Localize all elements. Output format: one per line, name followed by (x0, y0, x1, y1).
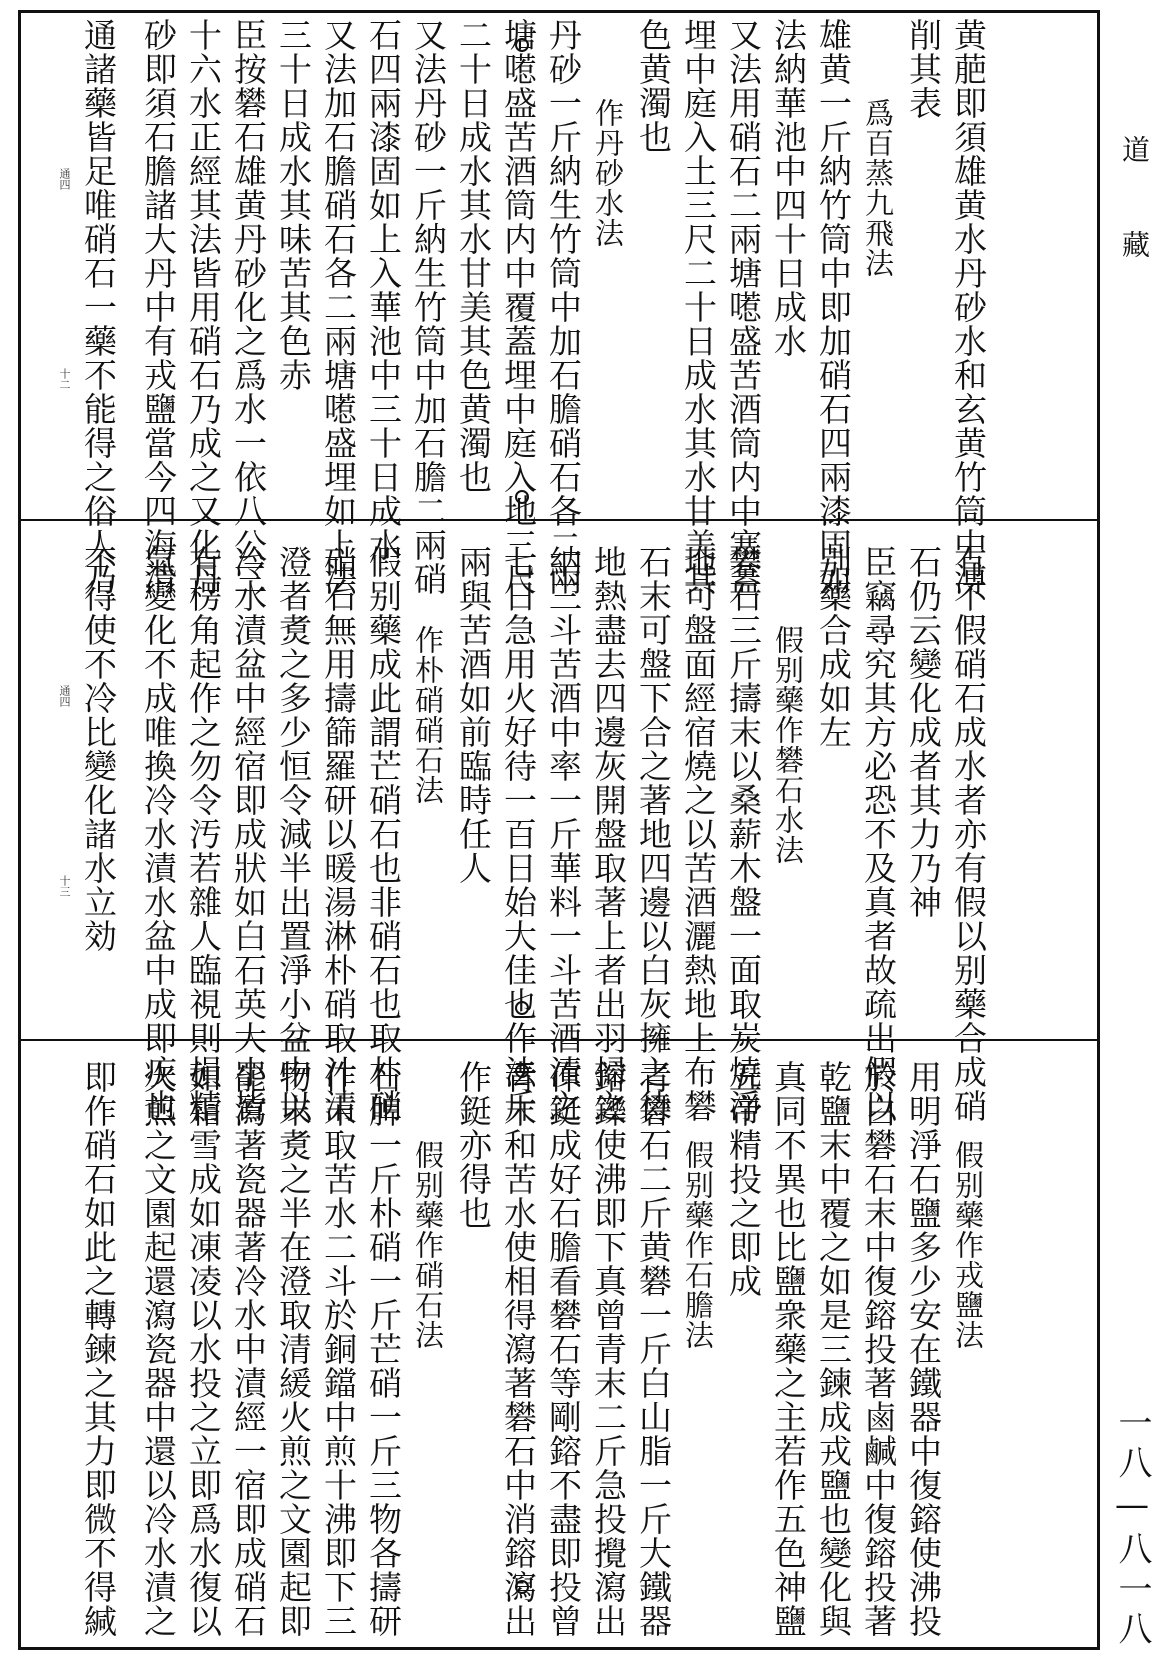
circle-mark (515, 490, 529, 504)
text-column: 色黄濁也 (634, 18, 673, 154)
text-column: 冷水漬盆中經宿即成狀如白石英大小皆 (229, 545, 268, 1123)
page-note: 通四 (58, 168, 71, 190)
text-column: 作鋌亦得也 (454, 1060, 493, 1230)
text-column: 氣變化不成唯換冷水漬水盆中成即疾也 (139, 545, 178, 1123)
text-column: 用明淨石鹽多少安在鐵器中復鎔使沸投 (904, 1060, 943, 1638)
text-column: 青礬石二斤黄礬一斤白山脂一斤大鐵器 (634, 1060, 673, 1638)
circle-mark (515, 1580, 529, 1594)
circle-mark (515, 1001, 529, 1015)
text-column: 作末取苦水二斗於銅鐺中煎十沸即下三 (319, 1060, 358, 1638)
text-column: 二十日成水其水甘美其色黄濁也 (454, 18, 493, 494)
circle-mark (515, 38, 529, 52)
text-column: 石末可盤下合之著地四邊以白灰擁之待 (634, 545, 673, 1123)
text-column: 不得使不冷比變化諸水立効 (79, 545, 118, 953)
text-column: 物末煑之半在澄取清緩火煎之文園起即 (274, 1060, 313, 1638)
text-column: 砂即須石膽諸大丹中有戎鹽當今四海清 (139, 18, 178, 596)
text-column: 丹砂一斤納生竹筒中加石膽硝石各二兩 (544, 18, 583, 596)
text-column: 青末和苦水使相得瀉著礬石中消鎔瀉出 (499, 1060, 538, 1638)
text-column: 兩與苦酒如前臨時任人 (454, 545, 493, 885)
text-column: 納三斗苦酒中率一斤華料一斗苦酒漬之 (544, 545, 583, 1123)
text-column: 假别藥成此謂芒硝石也非硝石也取朴硝 (364, 545, 403, 1123)
text-panel-2 (18, 545, 1100, 1123)
text-column: 地可盤面經宿燒之以苦酒灑熱地上布礬 (679, 545, 718, 1123)
text-column: 礬石三斤擣末以桑薪木盤一面取炭燒淨 (724, 545, 763, 1123)
text-panel-1 (18, 18, 1100, 596)
text-column: 臣按礬石雄黄丹砂化之爲水一依八公三 (229, 18, 268, 596)
book-title-char: 道 (1118, 135, 1151, 163)
text-column: 石仍云變化成者其力乃神 (904, 545, 943, 919)
section-heading: 爲百蒸九飛法 (861, 98, 895, 278)
text-column: 十六水正經其法皆用硝石乃成之又化丹 (184, 18, 223, 596)
text-column: 臣竊尋究其方必恐不及真者故疏出假以 (859, 545, 898, 1123)
text-column: 於白礬石末中復鎔投著鹵鹹中復鎔投著 (859, 1060, 898, 1638)
text-column: 澄者煑之多少恒令減半出置淨小盆中以 (274, 545, 313, 1123)
text-column: 石四兩漆固如上入華池中三十日成水 (364, 18, 403, 562)
text-column: 又法加石膽硝石各二兩塘㘃盛埋如上法 (319, 18, 358, 596)
section-heading: 假别藥作礬石水法 (771, 625, 805, 865)
text-column: 真同不異也比鹽衆藥之主若作五色神鹽 (769, 1060, 808, 1638)
text-column: 罷瀉著瓷器著冷水中漬經一宿即成硝石 (229, 1060, 268, 1638)
text-column: 有楞角起作之勿令汚若雜人臨視則損精 (184, 545, 223, 1123)
text-column: 如霜雪成如凍凌以水投之立即爲水復以 (184, 1060, 223, 1638)
section-heading: 假别藥作戎鹽法 (951, 1140, 985, 1350)
section-heading: 假别藥作石膽法 (681, 1140, 715, 1350)
text-column: 通諸藥皆足唯硝石一藥不能得之俗人乃 (79, 18, 118, 596)
text-column: 削其表 (904, 18, 943, 120)
text-panel-3 (18, 1060, 1100, 1645)
text-column: 石脾一斤朴硝一斤芒硝一斤三物各擣研 (364, 1060, 403, 1638)
text-column: 即作硝石如此之轉鍊之其力即微不得緘 (79, 1060, 118, 1638)
text-column: 法納華池中四十日成水 (769, 18, 808, 358)
text-column: 七日急用火好待一百日始大佳也作法斤 (499, 545, 538, 1123)
page-note: 十三 (58, 875, 71, 897)
text-column: 乾鹽末中覆之如是三鍊成戎鹽也變化與 (814, 1060, 853, 1638)
text-column: 黄萉即須雄黄水丹砂水和玄黄竹筒中溥 (949, 18, 988, 596)
text-column: 硝石無用擣篩羅研以暖湯淋朴硝取汁清 (319, 545, 358, 1123)
section-heading: 作朴硝硝石法 (411, 625, 445, 805)
text-column: 作鋌成好石膽看礬石等剛鎔不盡即投曾 (544, 1060, 583, 1638)
text-column: 又法用硝石二兩塘㘃盛苦酒筒内中塞蓋 (724, 18, 763, 596)
page-note: 通四 (58, 685, 71, 707)
text-column: 三十日成水其味苦其色赤 (274, 18, 313, 392)
text-column: 鎔鑠使沸即下真曾青末二斤急投攪瀉出 (589, 1060, 628, 1638)
circle-mark (515, 1064, 529, 1078)
text-column: 地熱盡去四邊灰開盤取著上者出羽掃之 (589, 545, 628, 1123)
text-column: 火煎之文園起還瀉瓷器中還以冷水漬之 (139, 1060, 178, 1638)
text-column: 又法丹砂一斤納生竹筒中加石膽二兩硝 (409, 18, 448, 596)
page-note: 十二 (58, 368, 71, 390)
text-column: 别藥合成如左 (814, 545, 853, 749)
text-column: 有不假硝石成水者亦有假以别藥合成硝 (949, 545, 988, 1123)
text-column: 五帝精投之即成 (724, 1060, 763, 1298)
text-column: 雄黄一斤納竹筒中即加硝石四兩漆固如 (814, 18, 853, 596)
page-number: 一八—八一八 (1112, 1405, 1152, 1651)
text-column: 塘㘃盛苦酒筒内中覆蓋埋中庭入地三尺 (499, 18, 538, 596)
section-heading: 假别藥作硝石法 (411, 1140, 445, 1350)
section-heading: 作丹砂水法 (591, 98, 625, 248)
text-column: 埋中庭入土三尺二十日成水其水甘美其 (679, 18, 718, 596)
book-title-char: 藏 (1118, 230, 1151, 258)
